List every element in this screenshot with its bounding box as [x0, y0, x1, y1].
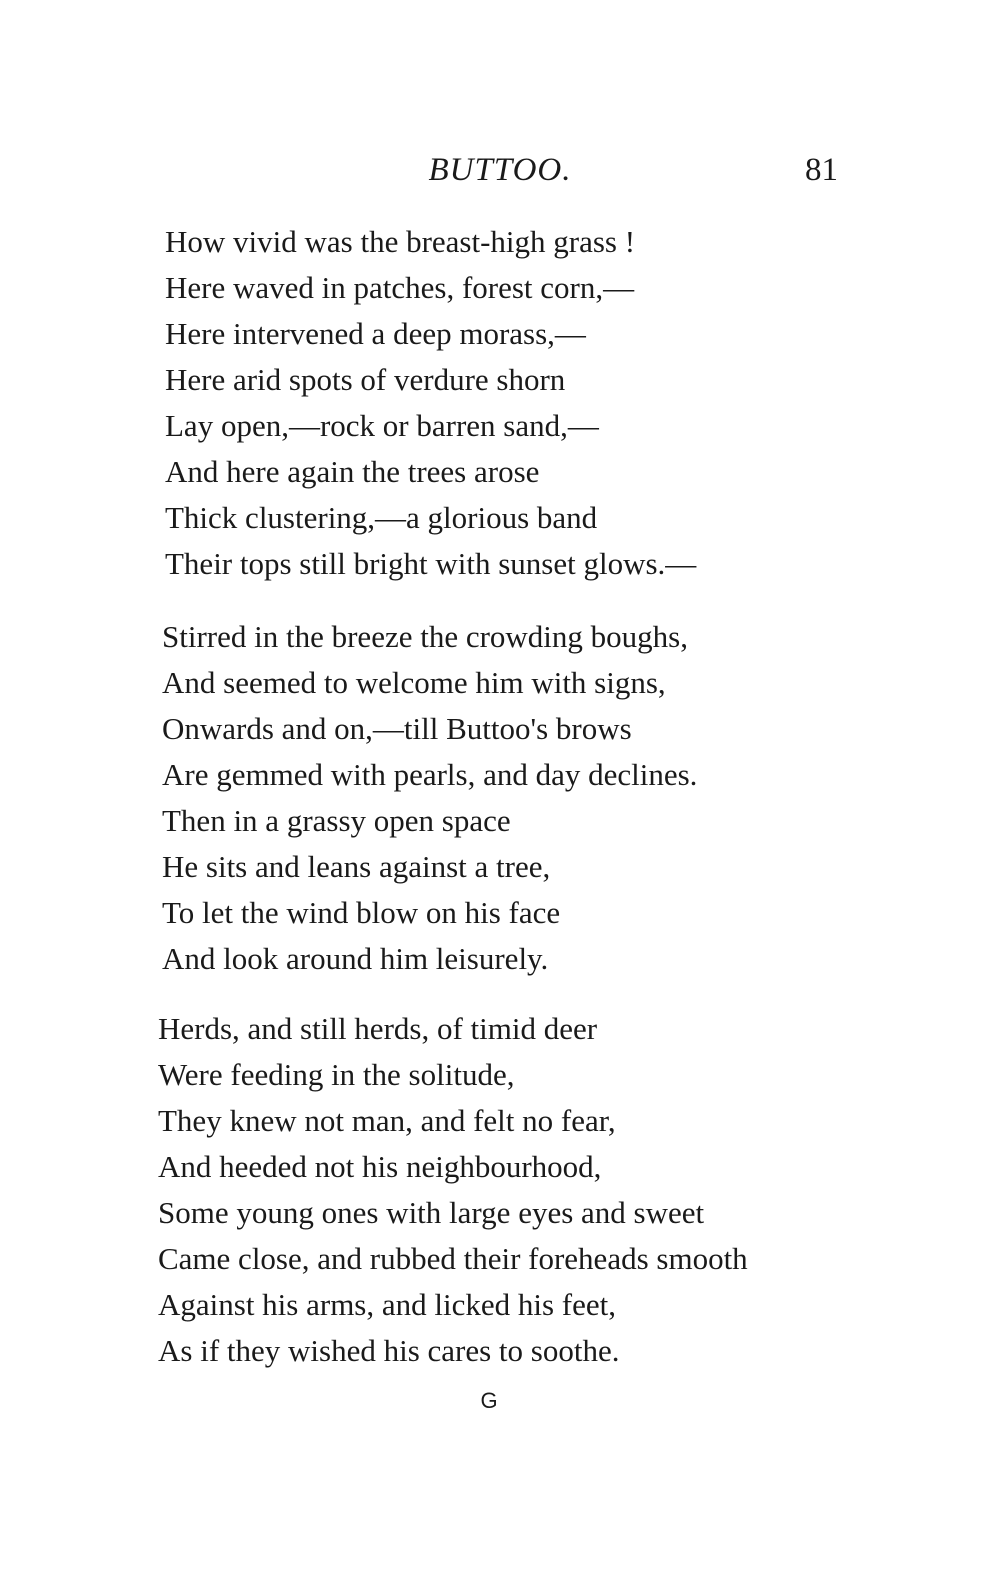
poem-line: And here again the trees arose — [165, 454, 540, 489]
poem-line: Were feeding in the solitude, — [158, 1057, 515, 1092]
page-number: 81 — [805, 152, 838, 188]
signature-mark: G — [480, 1388, 498, 1413]
poem-line: Thick clustering,—a glorious band — [165, 500, 598, 535]
running-title: BUTTOO. — [428, 152, 572, 188]
stanza-2 — [162, 614, 697, 982]
poem-line: And heeded not his neighbourhood, — [158, 1149, 602, 1184]
poem-line: Onwards and on,—till Buttoo's brows — [162, 711, 632, 746]
stanza-3 — [158, 1006, 748, 1374]
poem-line: Lay open,—rock or barren sand,— — [165, 408, 599, 443]
poem-line: Stirred in the breeze the crowding boughs, — [162, 619, 688, 654]
poem-line: Are gemmed with pearls, and day declines. — [162, 757, 698, 792]
poem-line: He sits and leans against a tree, — [162, 849, 551, 884]
poem-line: Came close, and rubbed their foreheads smooth — [158, 1241, 748, 1276]
poem-line: Then in a grassy open space — [162, 803, 511, 838]
poem-line: They knew not man, and felt no fear, — [158, 1103, 616, 1138]
poem-line: To let the wind blow on his face — [162, 895, 561, 930]
poem-line: Against his arms, and licked his feet, — [158, 1287, 617, 1322]
poem-line: Some young ones with large eyes and sweet — [158, 1195, 705, 1230]
stanza-1 — [165, 219, 696, 587]
poem-line: Here intervened a deep morass,— — [165, 316, 586, 351]
poem-line: Here waved in patches, forest corn,— — [165, 270, 635, 305]
poem-line: Their tops still bright with sunset glows.— — [165, 546, 697, 581]
poem-line: Here arid spots of verdure shorn — [165, 362, 566, 397]
poem-line: And look around him leisurely. — [162, 941, 549, 976]
poem-line: Herds, and still herds, of timid deer — [158, 1011, 598, 1046]
poem-line: How vivid was the breast-high grass ! — [165, 224, 636, 259]
poem-line: And seemed to welcome him with signs, — [162, 665, 666, 700]
poem-line: As if they wished his cares to soothe. — [158, 1333, 620, 1368]
